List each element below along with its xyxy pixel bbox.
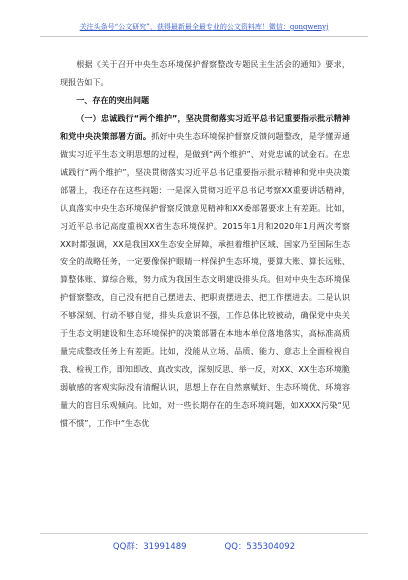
document-body — [60, 56, 350, 433]
footer-qq-contact: QQ：535304092 — [224, 542, 296, 552]
page-footer — [0, 540, 408, 552]
footer-qq-group: QQ群：31991489 — [112, 542, 187, 552]
section-heading: 一、存在的突出问题 — [76, 94, 150, 105]
header-promo-link[interactable]: 关注头条号“公文研究”，获得最新最全最专业的公文资料库！微信：gongwenyj — [79, 23, 329, 31]
page-header — [40, 22, 368, 32]
intro-paragraph: 根据《关于召开中央生态环境保护督察整改专题民主生活会的通知》要求，现报告如下。 — [60, 59, 350, 87]
footer-divider — [40, 533, 368, 534]
header-divider — [40, 36, 368, 37]
subheading: （一）忠诚践行“两个维护”，坚决贯彻落实习近平总书记重要指示批示精神和党中央决策部署方面。 — [60, 112, 350, 141]
paragraph-1-text: 抓好中央生态环境保护督察反馈问题整改，是学懂弄通做实习近平生态文明思想的过程，是做到“两个维护”、对党忠诚的试金石。在忠诚践行“两个维护”，坚决贯彻落实习近平总书记重要指示批示精神和党中央决策部署上，我还存在这些问题：一是深入贯彻习近平总书记考察XX重要讲话精神，认真落实中央生态环境保护督察反馈意见精神和XX委部署要求上有差距。比如，习近平总书记高度重视XX省生态环境保护。2015年1月和2020年1月两次考察XX时都强调，XX是我国XX生态安全屏障，承担着维护区域、国家乃至国际生态安全的战略任务，一定要像保护眼睛一样保护生态环境，要算大账、算长远账、算整体账、算综合账，努力成为我国生态文明建设排头兵。但对中央生态环境保护督察整改，自己没有把自己摆进去、把职责摆进去、把工作摆进去。二是认识不够深刻、行动不够自觉，排头兵意识不强，工作总体比较被动，确保党中央关于生态文明建设和生态环境保护的决策部署在本地本单位落地落实，高标准高质量完成整改任务上有差距。比如，没能从立场、品质、能力、意志上全面检视自我、检视工作，即知即改、真改实改，深刻反思、举一反，对XX、XX生态环境脆弱敏感的客观实际没有清醒认识，思想上存在自然禀赋好、生态环境优、环境容量大的盲目乐观倾向。比如，对一些长期存在的生态环境问题，如XXXX污染“见惯不惯”，工作中“生态优 — [60, 130, 350, 429]
paragraph-1 — [60, 110, 350, 433]
